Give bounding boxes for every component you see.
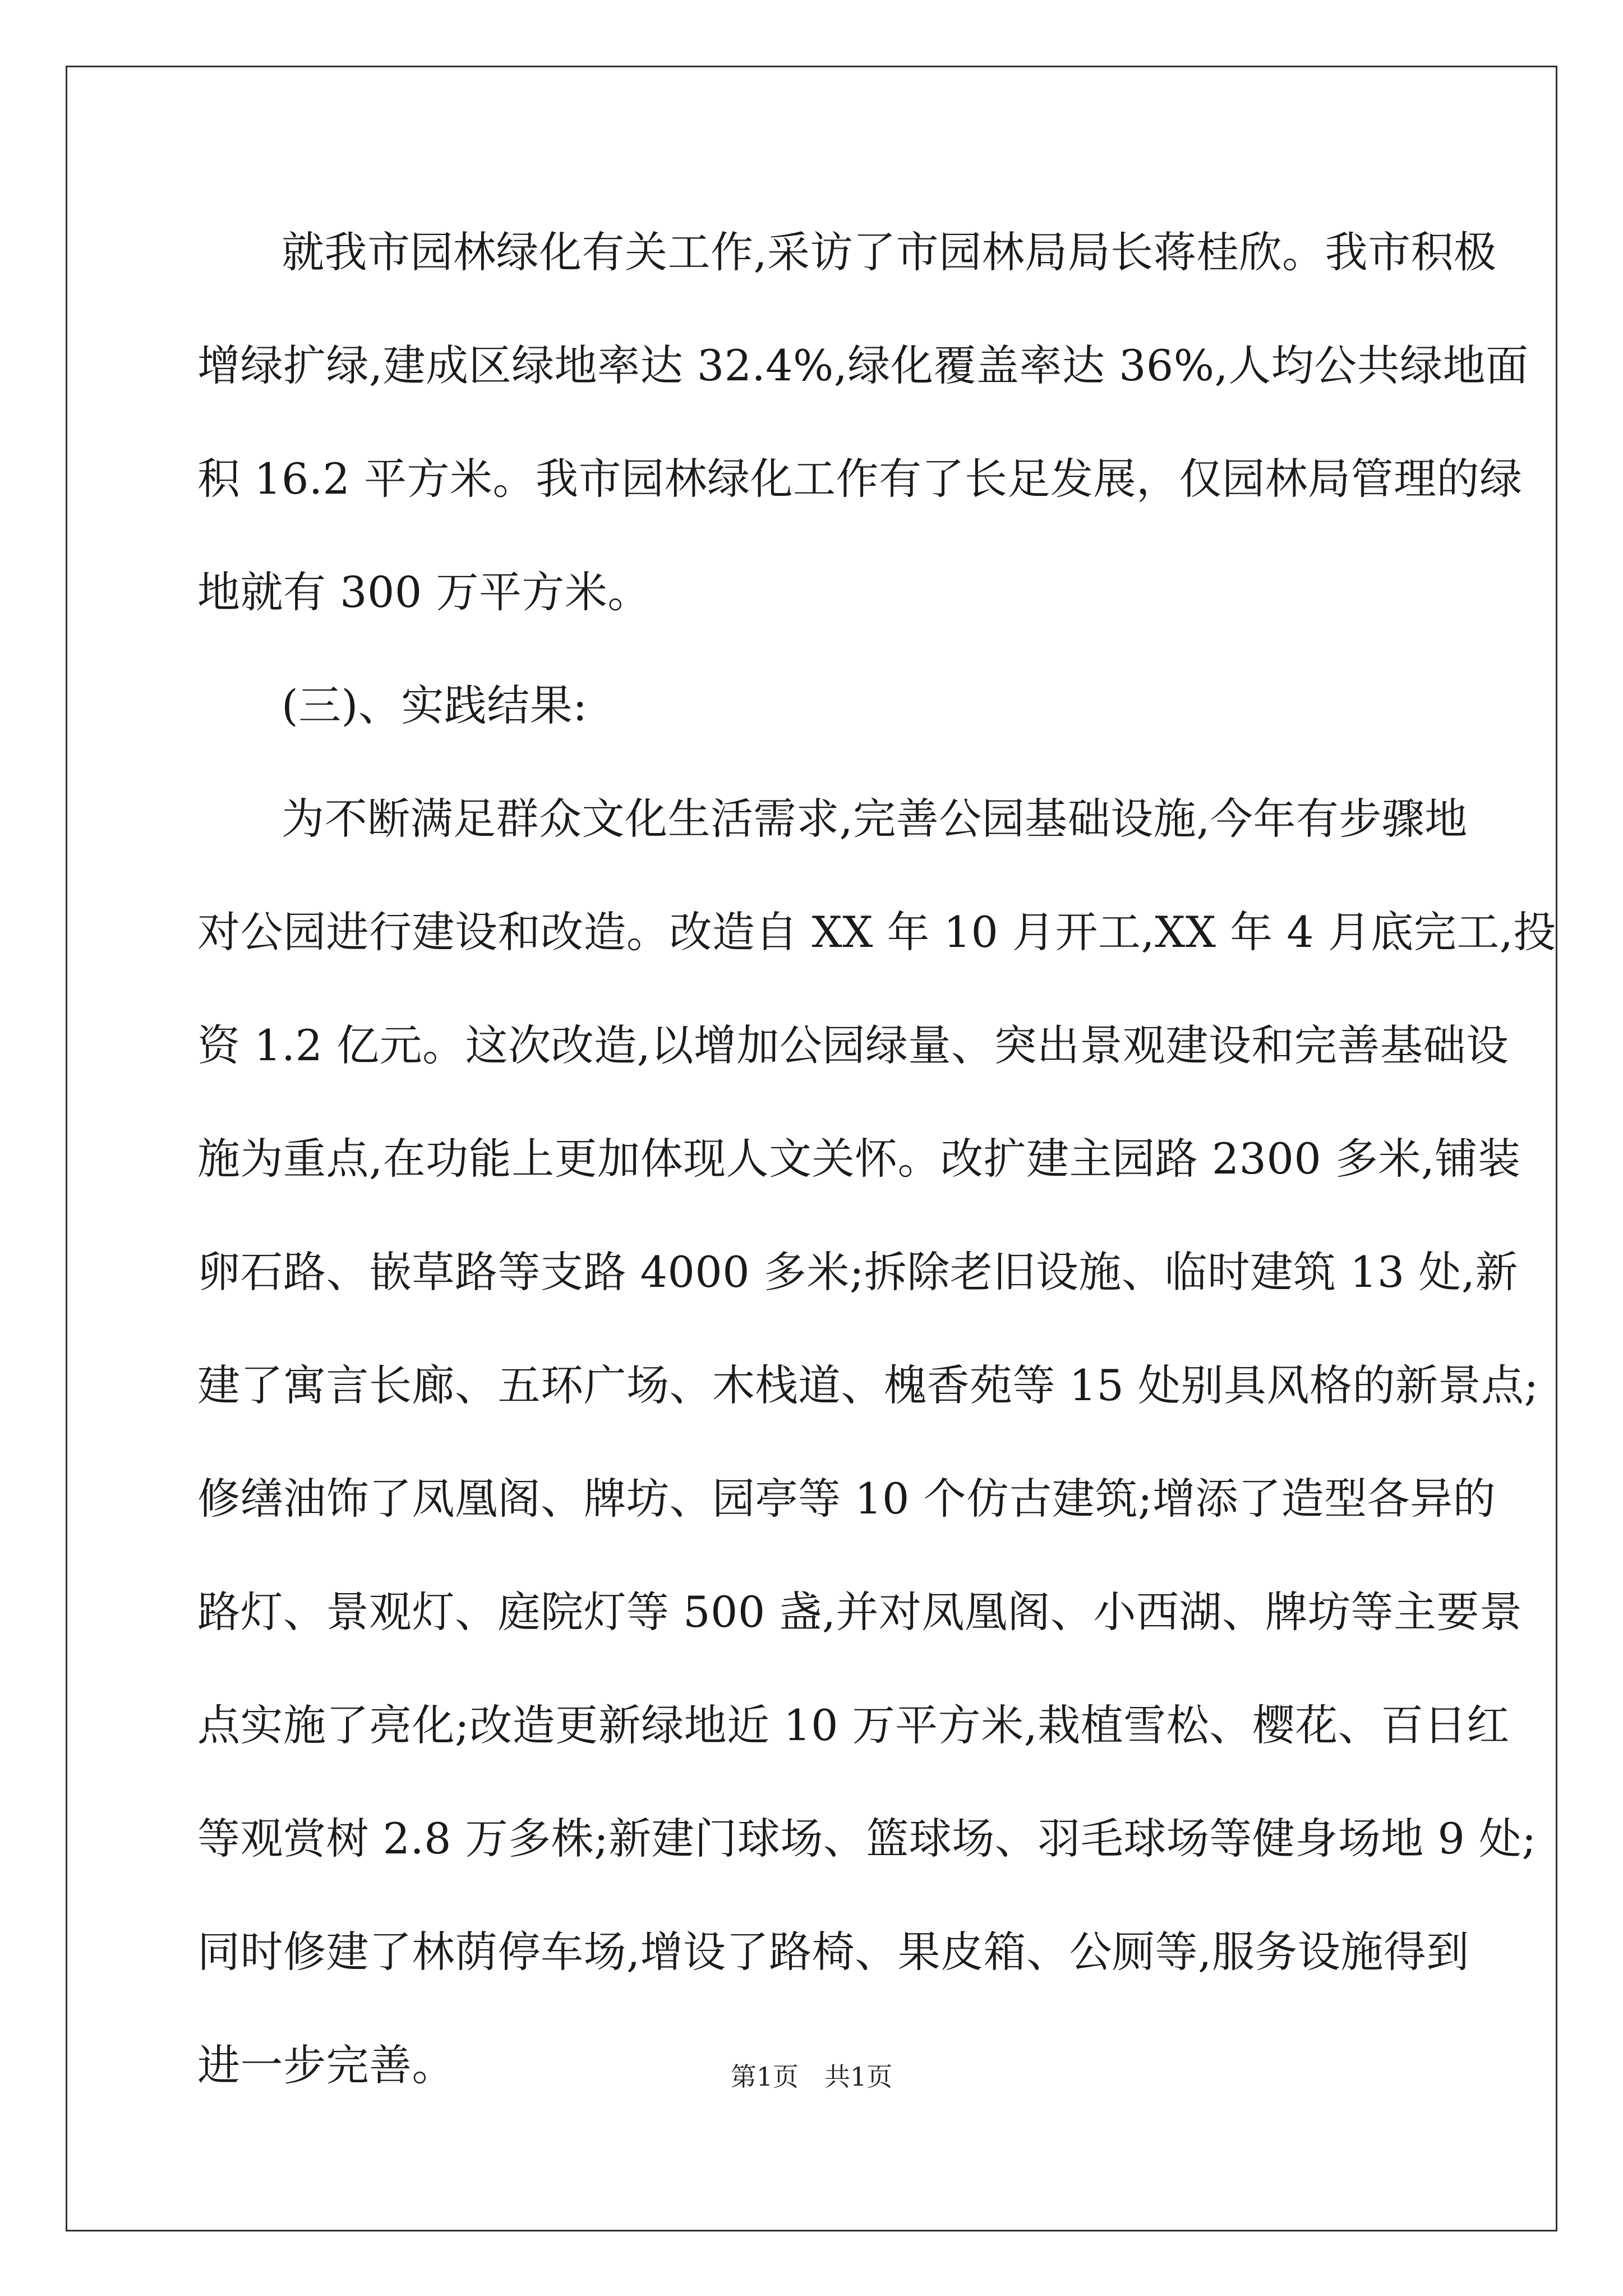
- paragraph-2-line-10: 等观赏树 2.8 万多株;新建门球场、篮球场、羽毛球场等健身场地 9 处;: [197, 1814, 1537, 1864]
- paragraph-2-line-3: 资 1.2 亿元。这次改造,以增加公园绿量、突出景观建设和完善基础设: [197, 1020, 1509, 1070]
- paragraph-2-line-8: 路灯、景观灯、庭院灯等 500 盏,并对凤凰阁、小西湖、牌坊等主要景: [197, 1587, 1523, 1637]
- paragraph-2-line-1: 为不断满足群众文化生活需求,完善公园基础设施,今年有步骤地: [282, 794, 1468, 844]
- paragraph-1-line-3: 积 16.2 平方米。我市园林绿化工作有了长足发展，仅园林局管理的绿: [197, 454, 1523, 504]
- paragraph-2-line-9: 点实施了亮化;改造更新绿地近 10 万平方米,栽植雪松、樱花、百日红: [197, 1700, 1510, 1750]
- page-footer: 第1页 共1页: [730, 2062, 893, 2092]
- paragraph-1-line-2: 增绿扩绿,建成区绿地率达 32.4%,绿化覆盖率达 36%,人均公共绿地面: [197, 341, 1529, 390]
- paragraph-2-line-6: 建了寓言长廊、五环广场、木栈道、槐香苑等 15 处别具风格的新景点;: [197, 1360, 1539, 1410]
- section-heading: (三)、实践结果:: [282, 680, 588, 730]
- paragraph-2-line-2: 对公园进行建设和改造。改造自 XX 年 10 月开工,XX 年 4 月底完工,投: [197, 907, 1556, 957]
- paragraph-1-line-1: 就我市园林绿化有关工作,采访了市园林局局长蒋桂欣。我市积极: [282, 227, 1497, 277]
- paragraph-2-line-12: 进一步完善。: [197, 2040, 455, 2090]
- paragraph-2-line-7: 修缮油饰了凤凰阁、牌坊、园亭等 10 个仿古建筑;增添了造型各异的: [197, 1474, 1496, 1524]
- paragraph-2-line-5: 卵石路、嵌草路等支路 4000 多米;拆除老旧设施、临时建筑 13 处,新: [197, 1247, 1519, 1297]
- paragraph-2-line-11: 同时修建了林荫停车场,增设了路椅、果皮箱、公厕等,服务设施得到: [197, 1927, 1469, 1977]
- document-body: [197, 210, 1556, 2137]
- paragraph-1-line-4: 地就有 300 万平方米。: [197, 567, 651, 617]
- paragraph-2-line-4: 施为重点,在功能上更加体现人文关怀。改扩建主园路 2300 多米,铺装: [197, 1134, 1521, 1184]
